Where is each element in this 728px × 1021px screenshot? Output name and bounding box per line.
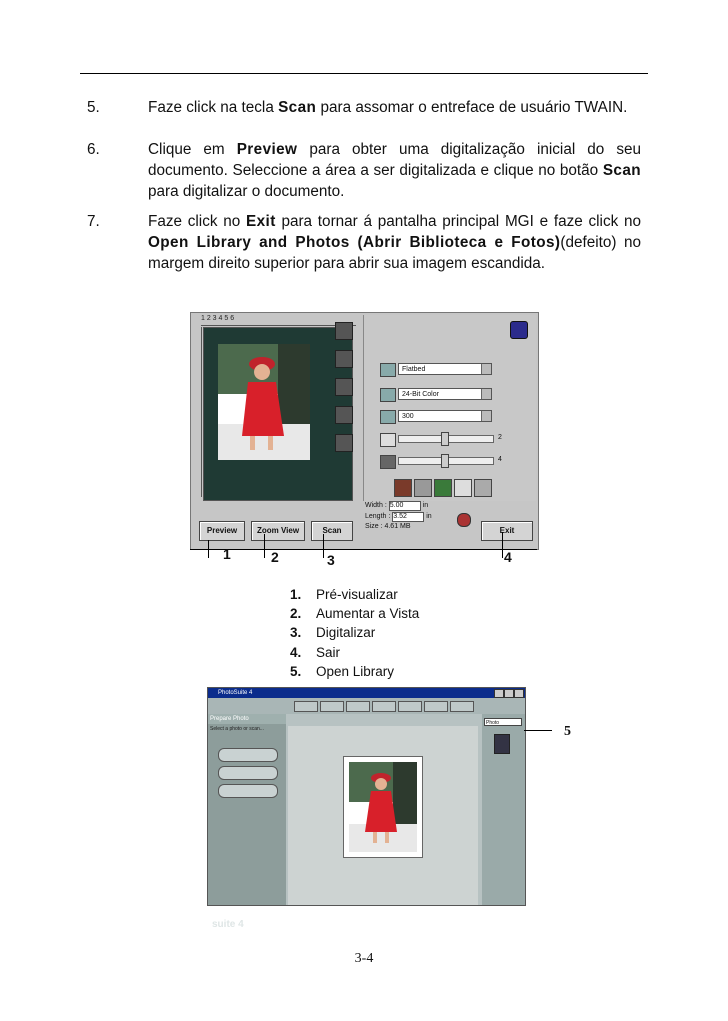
length-field[interactable]: 3.52 <box>392 512 424 522</box>
legend-item: 1. Pré-visualizar <box>290 587 398 602</box>
toolbar-tab[interactable] <box>294 701 318 712</box>
contrast-icon <box>380 455 396 469</box>
scan-button[interactable]: Scan <box>311 521 353 541</box>
toolbar-tab[interactable] <box>372 701 396 712</box>
settings-panel <box>363 315 536 501</box>
legend-item: 2. Aumentar a Vista <box>290 606 420 622</box>
zoom-view-button[interactable]: Zoom View <box>251 521 305 541</box>
contrast-value: 4 <box>498 456 502 463</box>
mgi-toolbar <box>208 698 525 714</box>
tool-column <box>333 319 355 439</box>
toolbar-tab[interactable] <box>450 701 474 712</box>
scanned-photo[interactable] <box>343 756 423 858</box>
mgi-left-panel <box>208 714 286 930</box>
color-mode-select[interactable]: 24-Bit Color <box>398 388 492 400</box>
brightness-slider[interactable] <box>398 435 494 443</box>
rotate-icon[interactable] <box>335 406 353 424</box>
ruler-top: 1 2 3 4 5 6 <box>201 315 356 326</box>
callout-line-5 <box>524 730 552 731</box>
close-icon[interactable] <box>514 689 524 698</box>
mgi-canvas[interactable] <box>288 726 478 905</box>
preview-photo <box>218 344 310 460</box>
callout-5: 5 <box>564 724 571 739</box>
minimize-icon[interactable] <box>494 689 504 698</box>
exit-button[interactable]: Exit <box>481 521 533 541</box>
toolbar-tab[interactable] <box>346 701 370 712</box>
toolbar-tab[interactable] <box>398 701 422 712</box>
callout-4: 4 <box>504 549 512 565</box>
step-number: 5. <box>87 99 100 116</box>
step-5 <box>87 97 647 139</box>
resolution-select[interactable]: 300 <box>398 410 492 422</box>
callout-3: 3 <box>327 552 335 568</box>
step-text: Faze click na tecla Scan para assomar o entreface de usuário TWAIN. <box>148 99 628 116</box>
eyedropper-icon[interactable] <box>335 434 353 452</box>
width-field[interactable]: 5.00 <box>389 501 421 511</box>
legend-item: 4. Sair <box>290 644 341 660</box>
step-number: 6. <box>87 141 100 158</box>
library-dropdown[interactable]: Photo <box>484 718 522 726</box>
scanner-type-select[interactable]: Flatbed <box>398 363 492 375</box>
ruler-left <box>193 327 202 497</box>
callout-line-2 <box>264 534 265 558</box>
lock-ratio-icon[interactable] <box>457 513 471 527</box>
mgi-screenshot <box>207 687 526 930</box>
portrait-icon[interactable] <box>335 322 353 340</box>
panel-text: Select a photo or scan... <box>210 726 264 732</box>
info-icon[interactable] <box>510 321 528 339</box>
brightness-value: 2 <box>498 434 502 441</box>
maximize-icon[interactable] <box>504 689 514 698</box>
color-adjust-icon[interactable] <box>434 479 452 497</box>
brightness-icon <box>380 433 396 447</box>
panel-button[interactable] <box>218 748 278 762</box>
preview-button[interactable]: Preview <box>199 521 245 541</box>
callout-line-4 <box>502 532 503 558</box>
invert-icon[interactable] <box>454 479 472 497</box>
resolution-icon <box>380 410 396 424</box>
scanner-type-icon <box>380 363 396 377</box>
mgi-library-panel <box>482 714 525 905</box>
legend-item: 3. Digitalizar <box>290 625 376 641</box>
mirror-icon[interactable] <box>335 350 353 368</box>
step-6 <box>87 139 647 202</box>
panel-button[interactable] <box>218 766 278 780</box>
step-number: 7. <box>87 213 100 230</box>
legend-list <box>290 585 419 681</box>
toolbar-tab[interactable] <box>424 701 448 712</box>
toolbar-tab[interactable] <box>320 701 344 712</box>
callout-line-3 <box>323 534 324 558</box>
callout-1: 1 <box>223 546 231 562</box>
sharpen-icon[interactable] <box>414 479 432 497</box>
callout-baseline <box>190 549 537 550</box>
brand-logo: suite 4 <box>212 919 244 930</box>
step-text: Clique em Preview para obter uma digitalização inicial do seu documento. Seleccione a área a ser digitalizada e clique no botão Scan para digitalizar o documento. <box>148 141 641 200</box>
callout-2: 2 <box>271 549 279 565</box>
auto-level-icon[interactable] <box>394 479 412 497</box>
step-7 <box>87 211 647 295</box>
size-info: Width : 5.00 in Length : 3.52 in Size : 4.61 MB <box>365 502 432 530</box>
library-thumbnail[interactable] <box>494 734 510 754</box>
step-text: Faze click no Exit para tornar á pantalha principal MGI e faze click no Open Library and Photos (Abrir Biblioteca e Fotos)(defeito) no margem direito superior para abrir sua imagem escandida. <box>148 213 642 272</box>
panel-button[interactable] <box>218 784 278 798</box>
page-number: 3-4 <box>354 951 374 966</box>
window-titlebar: PhotoSuite 4 <box>208 688 525 698</box>
legend-item: 5. Open Library <box>290 663 395 679</box>
twain-screenshot <box>190 312 539 550</box>
crop-icon[interactable] <box>335 378 353 396</box>
filter-icon[interactable] <box>474 479 492 497</box>
preview-area[interactable] <box>203 327 353 501</box>
contrast-slider[interactable] <box>398 457 494 465</box>
panel-title: Prepare Photo <box>208 714 286 724</box>
header-rule <box>80 73 648 74</box>
color-mode-icon <box>380 388 396 402</box>
